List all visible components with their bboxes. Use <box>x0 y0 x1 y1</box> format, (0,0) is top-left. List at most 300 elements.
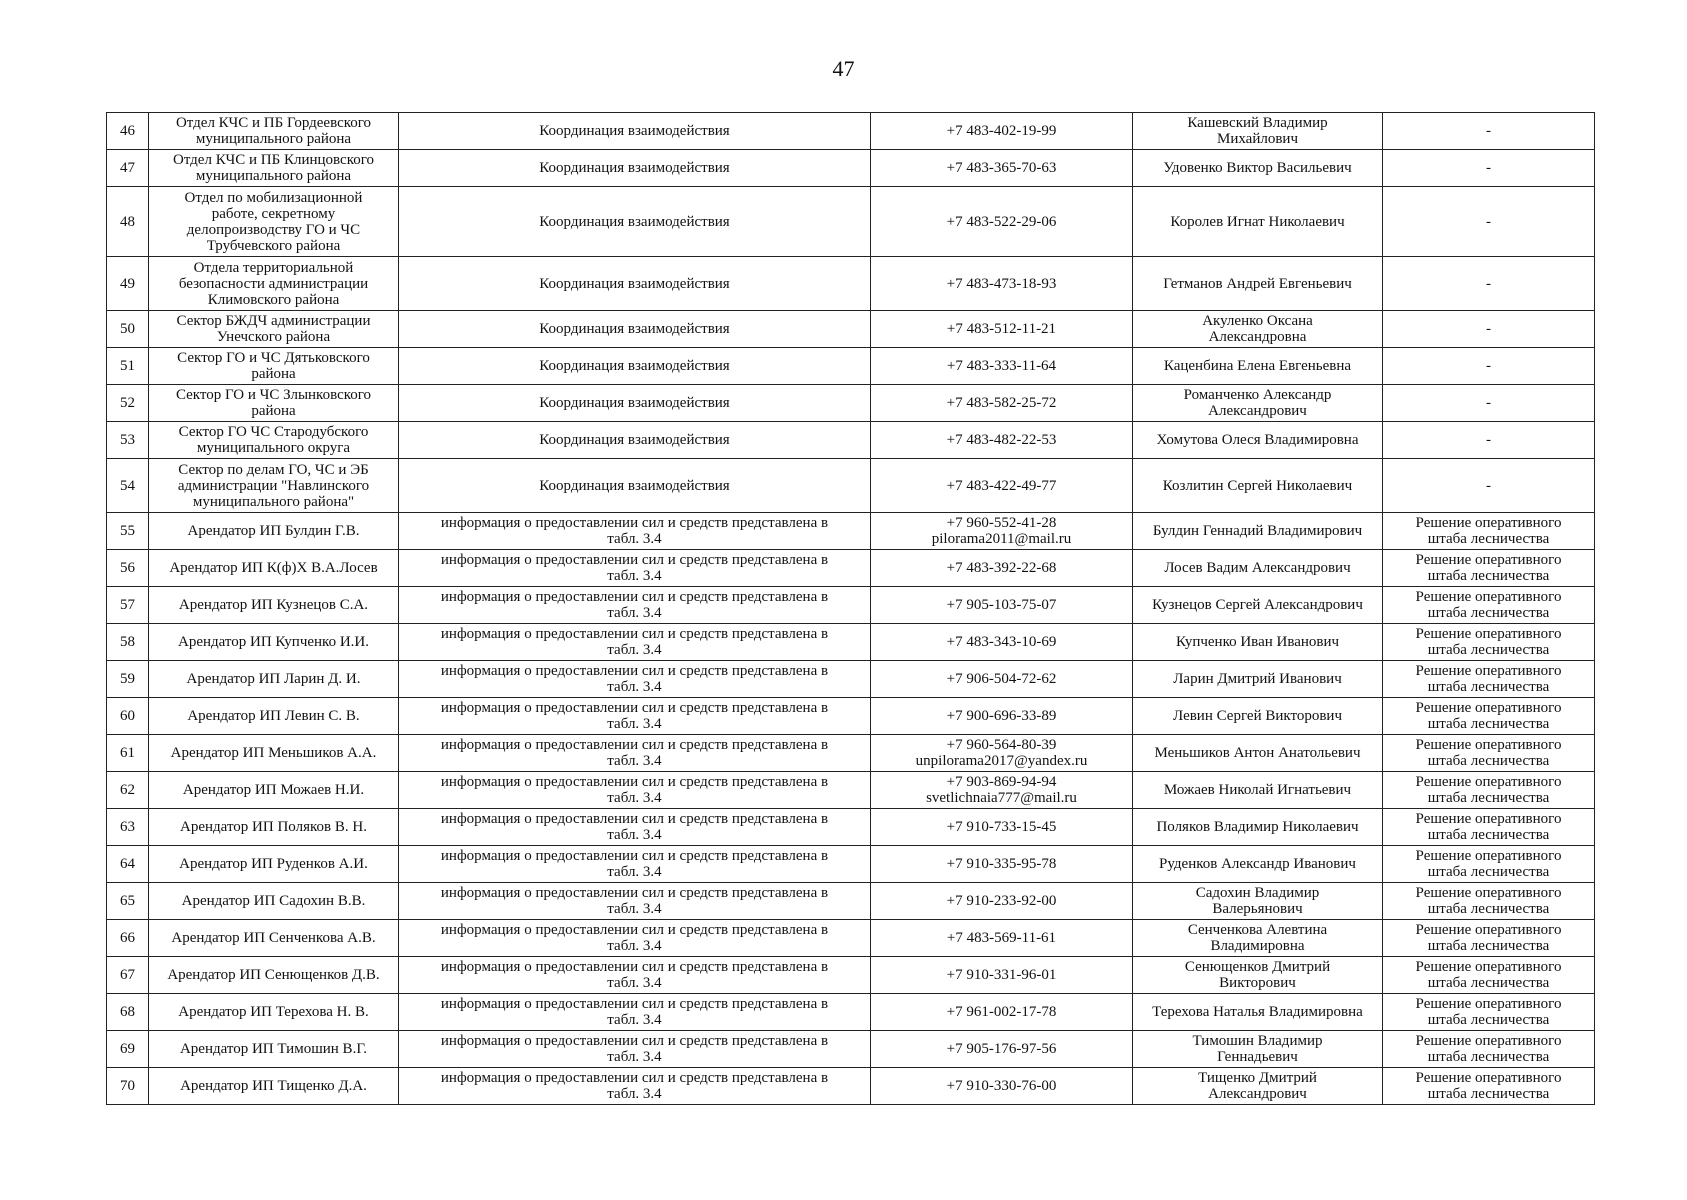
function-cell <box>399 113 871 150</box>
cell-line: +7 961-002-17-78 <box>946 1004 1057 1020</box>
cell-line: Валерьянович <box>1212 901 1303 917</box>
cell-line: Координация взаимодействия <box>539 275 730 292</box>
cell-line: Владимировна <box>1210 938 1305 954</box>
cell-line: +7 483-473-18-93 <box>946 275 1057 292</box>
function-cell <box>399 550 871 587</box>
cell-line: Александровна <box>1208 329 1307 345</box>
table-row <box>107 187 1595 257</box>
cell-line: +7 960-552-41-28 <box>946 515 1057 531</box>
table-row <box>107 772 1595 809</box>
row-number-cell: 60 <box>107 698 149 735</box>
contact-cell <box>871 846 1133 883</box>
cell-line: штаба лесничества <box>1427 975 1550 991</box>
cell-line: Кузнецов Сергей Александрович <box>1152 597 1363 613</box>
table-row <box>107 624 1595 661</box>
cell-line: штаба лесничества <box>1427 605 1550 621</box>
cell-line: Кашевский Владимир <box>1187 115 1328 131</box>
contact-cell <box>871 920 1133 957</box>
cell-line: Координация взаимодействия <box>539 477 730 494</box>
cell-line: +7 903-869-94-94 <box>946 774 1057 790</box>
cell-line: табл. 3.4 <box>607 679 662 695</box>
cell-line: штаба лесничества <box>1427 1049 1550 1065</box>
cell-line: +7 483-402-19-99 <box>946 123 1057 139</box>
cell-line: информация о предоставлении сил и средств представлена в <box>440 589 829 605</box>
cell-line: Козлитин Сергей Николаевич <box>1162 477 1353 494</box>
cell-line: табл. 3.4 <box>607 531 662 547</box>
row-number-cell: 50 <box>107 311 149 348</box>
contact-cell <box>871 624 1133 661</box>
cell-line: Арендатор ИП Сенющенков Д.В. <box>167 967 380 983</box>
basis-cell <box>1383 513 1595 550</box>
cell-line: Климовского района <box>207 291 340 308</box>
organization-cell <box>149 735 399 772</box>
function-cell <box>399 735 871 772</box>
basis-cell <box>1383 661 1595 698</box>
row-number-cell: 55 <box>107 513 149 550</box>
basis-cell <box>1383 187 1595 257</box>
cell-line: информация о предоставлении сил и средств представлена в <box>440 626 829 642</box>
organization-cell <box>149 257 399 311</box>
responsible-person-cell <box>1133 1031 1383 1068</box>
table-row <box>107 348 1595 385</box>
contact-cell <box>871 661 1133 698</box>
organization-cell <box>149 772 399 809</box>
cell-line: штаба лесничества <box>1427 901 1550 917</box>
table-row <box>107 459 1595 513</box>
cell-line: табл. 3.4 <box>607 568 662 584</box>
cell-line: Координация взаимодействия <box>539 358 730 374</box>
row-number-cell: 46 <box>107 113 149 150</box>
row-number-cell: 51 <box>107 348 149 385</box>
contact-cell <box>871 513 1133 550</box>
cell-line: +7 483-482-22-53 <box>946 432 1057 448</box>
organization-cell <box>149 385 399 422</box>
basis-cell <box>1383 735 1595 772</box>
cell-line: +7 910-733-15-45 <box>946 819 1057 835</box>
cell-line: информация о предоставлении сил и средств представлена в <box>440 811 829 827</box>
table-row <box>107 587 1595 624</box>
cell-line: Координация взаимодействия <box>539 395 730 411</box>
cell-line: Тищенко Дмитрий <box>1198 1070 1317 1086</box>
responsible-person-cell <box>1133 883 1383 920</box>
cell-line: +7 905-176-97-56 <box>946 1041 1057 1057</box>
cell-line: Левин Сергей Викторович <box>1173 708 1342 724</box>
row-number-cell: 67 <box>107 957 149 994</box>
cell-line: Решение оперативного <box>1415 737 1562 753</box>
cell-line: Арендатор ИП Можаев Н.И. <box>182 782 365 798</box>
organization-cell <box>149 1031 399 1068</box>
function-cell <box>399 920 871 957</box>
cell-line: Геннадьевич <box>1217 1049 1298 1065</box>
basis-cell <box>1383 348 1595 385</box>
contact-cell <box>871 994 1133 1031</box>
row-number-cell: 65 <box>107 883 149 920</box>
responsible-person-cell <box>1133 348 1383 385</box>
cell-line: табл. 3.4 <box>607 716 662 732</box>
cell-line: unpilorama2017@yandex.ru <box>915 753 1088 769</box>
responsible-person-cell <box>1133 113 1383 150</box>
responsible-person-cell <box>1133 772 1383 809</box>
table-row <box>107 809 1595 846</box>
cell-line: Арендатор ИП Левин С. В. <box>187 708 360 724</box>
cell-line: табл. 3.4 <box>607 790 662 806</box>
function-cell <box>399 883 871 920</box>
contact-cell <box>871 735 1133 772</box>
responsible-person-cell <box>1133 957 1383 994</box>
table-row <box>107 698 1595 735</box>
cell-line: +7 483-333-11-64 <box>946 358 1057 374</box>
contact-cell <box>871 150 1133 187</box>
basis-cell <box>1383 1068 1595 1105</box>
responsible-person-cell <box>1133 257 1383 311</box>
cell-line: района <box>251 366 296 382</box>
contact-cell <box>871 550 1133 587</box>
cell-line: Арендатор ИП Меньшиков А.А. <box>170 745 377 761</box>
cell-line: Решение оперативного <box>1415 700 1562 716</box>
cell-line: Арендатор ИП Кузнецов С.А. <box>178 597 369 613</box>
cell-line: информация о предоставлении сил и средств представлена в <box>440 552 829 568</box>
organization-cell <box>149 187 399 257</box>
responsible-person-cell <box>1133 150 1383 187</box>
organization-cell <box>149 459 399 513</box>
cell-line: информация о предоставлении сил и средств представлена в <box>440 774 829 790</box>
cell-line: Королев Игнат Николаевич <box>1170 213 1345 230</box>
function-cell <box>399 422 871 459</box>
cell-line: табл. 3.4 <box>607 1012 662 1028</box>
cell-line: табл. 3.4 <box>607 1086 662 1102</box>
cell-line: +7 483-569-11-61 <box>946 930 1057 946</box>
cell-line: штаба лесничества <box>1427 790 1550 806</box>
cell-line: табл. 3.4 <box>607 753 662 769</box>
table-row <box>107 920 1595 957</box>
basis-cell <box>1383 422 1595 459</box>
cell-line: информация о предоставлении сил и средств представлена в <box>440 737 829 753</box>
cell-line: табл. 3.4 <box>607 864 662 880</box>
cell-line: Трубчевского района <box>206 237 341 254</box>
function-cell <box>399 311 871 348</box>
organization-cell <box>149 587 399 624</box>
cell-line: Александрович <box>1208 1086 1307 1102</box>
cell-line: - <box>1486 395 1491 411</box>
cell-line: Координация взаимодействия <box>539 213 730 230</box>
row-number-cell: 48 <box>107 187 149 257</box>
basis-cell <box>1383 550 1595 587</box>
cell-line: муниципального района <box>195 168 352 184</box>
cell-line: +7 483-365-70-63 <box>946 160 1057 176</box>
cell-line: Руденков Александр Иванович <box>1159 856 1356 872</box>
cell-line: +7 483-582-25-72 <box>946 395 1057 411</box>
cell-line: Сенченкова Алевтина <box>1187 922 1328 938</box>
function-cell <box>399 624 871 661</box>
table-row <box>107 735 1595 772</box>
basis-cell <box>1383 459 1595 513</box>
table-row <box>107 311 1595 348</box>
contact-cell <box>871 348 1133 385</box>
cell-line: Решение оперативного <box>1415 1033 1562 1049</box>
cell-line: +7 483-392-22-68 <box>946 560 1057 576</box>
cell-line: информация о предоставлении сил и средств представлена в <box>440 515 829 531</box>
cell-line: - <box>1486 160 1491 176</box>
function-cell <box>399 385 871 422</box>
cell-line: Садохин Владимир <box>1195 885 1320 901</box>
basis-cell <box>1383 150 1595 187</box>
cell-line: штаба лесничества <box>1427 642 1550 658</box>
cell-line: Координация взаимодействия <box>539 321 730 337</box>
cell-line: Каценбина Елена Евгеньевна <box>1163 358 1352 374</box>
cell-line: Поляков Владимир Николаевич <box>1156 819 1359 835</box>
table-row <box>107 957 1595 994</box>
cell-line: табл. 3.4 <box>607 642 662 658</box>
table-row <box>107 661 1595 698</box>
cell-line: информация о предоставлении сил и средств представлена в <box>440 996 829 1012</box>
cell-line: Ларин Дмитрий Иванович <box>1173 671 1342 687</box>
contact-cell <box>871 187 1133 257</box>
organization-cell <box>149 957 399 994</box>
cell-line: Арендатор ИП Сенченкова А.В. <box>171 930 376 946</box>
responsible-person-cell <box>1133 513 1383 550</box>
cell-line: Арендатор ИП К(ф)Х В.А.Лосев <box>169 560 378 576</box>
function-cell <box>399 257 871 311</box>
responsible-person-cell <box>1133 846 1383 883</box>
cell-line: Булдин Геннадий Владимирович <box>1152 523 1363 539</box>
cell-line: табл. 3.4 <box>607 605 662 621</box>
cell-line: Решение оперативного <box>1415 811 1562 827</box>
cell-line: +7 905-103-75-07 <box>946 597 1057 613</box>
cell-line: муниципального района <box>195 131 352 147</box>
table-row <box>107 257 1595 311</box>
basis-cell <box>1383 698 1595 735</box>
cell-line: делопроизводству ГО и ЧС <box>186 221 361 238</box>
row-number-cell: 54 <box>107 459 149 513</box>
cell-line: Решение оперативного <box>1415 515 1562 531</box>
organization-cell <box>149 422 399 459</box>
row-number-cell: 62 <box>107 772 149 809</box>
cell-line: - <box>1486 432 1491 448</box>
contact-cell <box>871 385 1133 422</box>
organization-cell <box>149 113 399 150</box>
organization-cell <box>149 624 399 661</box>
cell-line: +7 910-331-96-01 <box>946 967 1057 983</box>
table-row <box>107 846 1595 883</box>
cell-line: Арендатор ИП Руденков А.И. <box>179 856 368 872</box>
function-cell <box>399 772 871 809</box>
organization-cell <box>149 550 399 587</box>
row-number-cell: 70 <box>107 1068 149 1105</box>
basis-cell <box>1383 957 1595 994</box>
row-number-cell: 69 <box>107 1031 149 1068</box>
cell-line: Отдел КЧС и ПБ Гордеевского <box>175 115 372 131</box>
cell-line: +7 483-512-11-21 <box>946 321 1057 337</box>
table-row <box>107 422 1595 459</box>
page-number: 47 <box>832 56 855 81</box>
row-number-cell: 61 <box>107 735 149 772</box>
cell-line: - <box>1486 123 1491 139</box>
cell-line: Решение оперативного <box>1415 996 1562 1012</box>
cell-line: +7 910-330-76-00 <box>946 1078 1057 1094</box>
function-cell <box>399 150 871 187</box>
row-number-cell: 58 <box>107 624 149 661</box>
basis-cell <box>1383 920 1595 957</box>
cell-line: штаба лесничества <box>1427 679 1550 695</box>
responsible-person-cell <box>1133 735 1383 772</box>
organization-cell <box>149 698 399 735</box>
row-number-cell: 49 <box>107 257 149 311</box>
function-cell <box>399 846 871 883</box>
cell-line: pilorama2011@mail.ru <box>931 531 1072 547</box>
contact-cell <box>871 883 1133 920</box>
organization-cell <box>149 846 399 883</box>
function-cell <box>399 187 871 257</box>
cell-line: информация о предоставлении сил и средств представлена в <box>440 848 829 864</box>
organization-cell <box>149 1068 399 1105</box>
contact-cell <box>871 772 1133 809</box>
cell-line: штаба лесничества <box>1427 827 1550 843</box>
contact-cell <box>871 422 1133 459</box>
contact-cell <box>871 459 1133 513</box>
cell-line: Решение оперативного <box>1415 552 1562 568</box>
organization-cell <box>149 150 399 187</box>
basis-cell <box>1383 772 1595 809</box>
responsible-person-cell <box>1133 920 1383 957</box>
cell-line: табл. 3.4 <box>607 938 662 954</box>
row-number-cell: 57 <box>107 587 149 624</box>
function-cell <box>399 661 871 698</box>
cell-line: штаба лесничества <box>1427 531 1550 547</box>
cell-line: Лосев Вадим Александрович <box>1164 560 1351 576</box>
contact-cell <box>871 1031 1133 1068</box>
responsible-person-cell <box>1133 624 1383 661</box>
cell-line: работе, секретному <box>211 205 336 222</box>
contact-cell <box>871 311 1133 348</box>
function-cell <box>399 957 871 994</box>
cell-line: информация о предоставлении сил и средств представлена в <box>440 700 829 716</box>
basis-cell <box>1383 624 1595 661</box>
responsible-person-cell <box>1133 187 1383 257</box>
basis-cell <box>1383 1031 1595 1068</box>
cell-line: табл. 3.4 <box>607 975 662 991</box>
cell-line: - <box>1486 321 1491 337</box>
cell-line: Решение оперативного <box>1415 589 1562 605</box>
cell-line: Решение оперативного <box>1415 848 1562 864</box>
cell-line: Решение оперативного <box>1415 1070 1562 1086</box>
table-row <box>107 550 1595 587</box>
organization-cell <box>149 809 399 846</box>
cell-line: +7 483-422-49-77 <box>946 477 1057 494</box>
organization-cell <box>149 311 399 348</box>
function-cell <box>399 587 871 624</box>
cell-line: Отдел КЧС и ПБ Клинцовского <box>172 152 375 168</box>
cell-line: информация о предоставлении сил и средств представлена в <box>440 959 829 975</box>
cell-line: табл. 3.4 <box>607 1049 662 1065</box>
table-row <box>107 1068 1595 1105</box>
cell-line: Хомутова Олеся Владимировна <box>1156 432 1359 448</box>
cell-line: Сектор по делам ГО, ЧС и ЭБ <box>178 461 369 478</box>
cell-line: Решение оперативного <box>1415 959 1562 975</box>
cell-line: Арендатор ИП Купченко И.И. <box>177 634 369 650</box>
cell-line: администрации "Навлинского <box>177 477 370 494</box>
table-row <box>107 883 1595 920</box>
cell-line: Решение оперативного <box>1415 922 1562 938</box>
row-number-cell: 52 <box>107 385 149 422</box>
responsible-person-cell <box>1133 385 1383 422</box>
cell-line: информация о предоставлении сил и средств представлена в <box>440 1033 829 1049</box>
table-body <box>107 113 1595 1105</box>
organization-cell <box>149 920 399 957</box>
table-row <box>107 385 1595 422</box>
table-row <box>107 994 1595 1031</box>
cell-line: Решение оперативного <box>1415 885 1562 901</box>
function-cell <box>399 459 871 513</box>
cell-line: информация о предоставлении сил и средств представлена в <box>440 922 829 938</box>
function-cell <box>399 994 871 1031</box>
cell-line: +7 900-696-33-89 <box>946 708 1057 724</box>
cell-line: Александрович <box>1208 403 1307 419</box>
cell-line: штаба лесничества <box>1427 753 1550 769</box>
cell-line: Отдела территориальной <box>193 259 354 276</box>
basis-cell <box>1383 257 1595 311</box>
contact-cell <box>871 957 1133 994</box>
responsible-person-cell <box>1133 809 1383 846</box>
cell-line: Решение оперативного <box>1415 663 1562 679</box>
function-cell <box>399 698 871 735</box>
row-number-cell: 53 <box>107 422 149 459</box>
cell-line: Координация взаимодействия <box>539 432 730 448</box>
cell-line: +7 483-343-10-69 <box>946 634 1057 650</box>
contact-cell <box>871 698 1133 735</box>
cell-line: Арендатор ИП Тимошин В.Г. <box>179 1041 368 1057</box>
basis-cell <box>1383 113 1595 150</box>
row-number-cell: 63 <box>107 809 149 846</box>
cell-line: Гетманов Андрей Евгеньевич <box>1163 275 1352 292</box>
row-number-cell: 56 <box>107 550 149 587</box>
row-number-cell: 66 <box>107 920 149 957</box>
cell-line: Тимошин Владимир <box>1192 1033 1323 1049</box>
responsible-person-cell <box>1133 459 1383 513</box>
cell-line: Арендатор ИП Садохин В.В. <box>181 893 366 909</box>
cell-line: Решение оперативного <box>1415 626 1562 642</box>
cell-line: Арендатор ИП Поляков В. Н. <box>180 819 367 835</box>
cell-line: Арендатор ИП Булдин Г.В. <box>187 523 360 539</box>
cell-line: Акуленко Оксана <box>1202 313 1313 329</box>
cell-line: svetlichnaia777@mail.ru <box>926 790 1077 806</box>
cell-line: информация о предоставлении сил и средств представлена в <box>440 885 829 901</box>
cell-line: Сектор БЖДЧ администрации <box>176 313 371 329</box>
cell-line: Арендатор ИП Ларин Д. И. <box>186 671 361 687</box>
responsible-person-cell <box>1133 1068 1383 1105</box>
cell-line: табл. 3.4 <box>607 827 662 843</box>
organization-cell <box>149 994 399 1031</box>
cell-line: Унечского района <box>216 329 331 345</box>
responsible-person-cell <box>1133 311 1383 348</box>
cell-line: Можаев Николай Игнатьевич <box>1163 782 1352 798</box>
row-number-cell: 59 <box>107 661 149 698</box>
basis-cell <box>1383 311 1595 348</box>
contact-cell <box>871 113 1133 150</box>
contact-cell <box>871 809 1133 846</box>
cell-line: штаба лесничества <box>1427 1012 1550 1028</box>
cell-line: штаба лесничества <box>1427 864 1550 880</box>
cell-line: Решение оперативного <box>1415 774 1562 790</box>
cell-line: Купченко Иван Иванович <box>1175 634 1340 650</box>
responsible-person-cell <box>1133 550 1383 587</box>
cell-line: +7 960-564-80-39 <box>946 737 1057 753</box>
cell-line: +7 910-233-92-00 <box>946 893 1057 909</box>
basis-cell <box>1383 809 1595 846</box>
basis-cell <box>1383 883 1595 920</box>
contact-cell <box>871 1068 1133 1105</box>
cell-line: Координация взаимодействия <box>539 160 730 176</box>
cell-line: +7 483-522-29-06 <box>946 213 1057 230</box>
